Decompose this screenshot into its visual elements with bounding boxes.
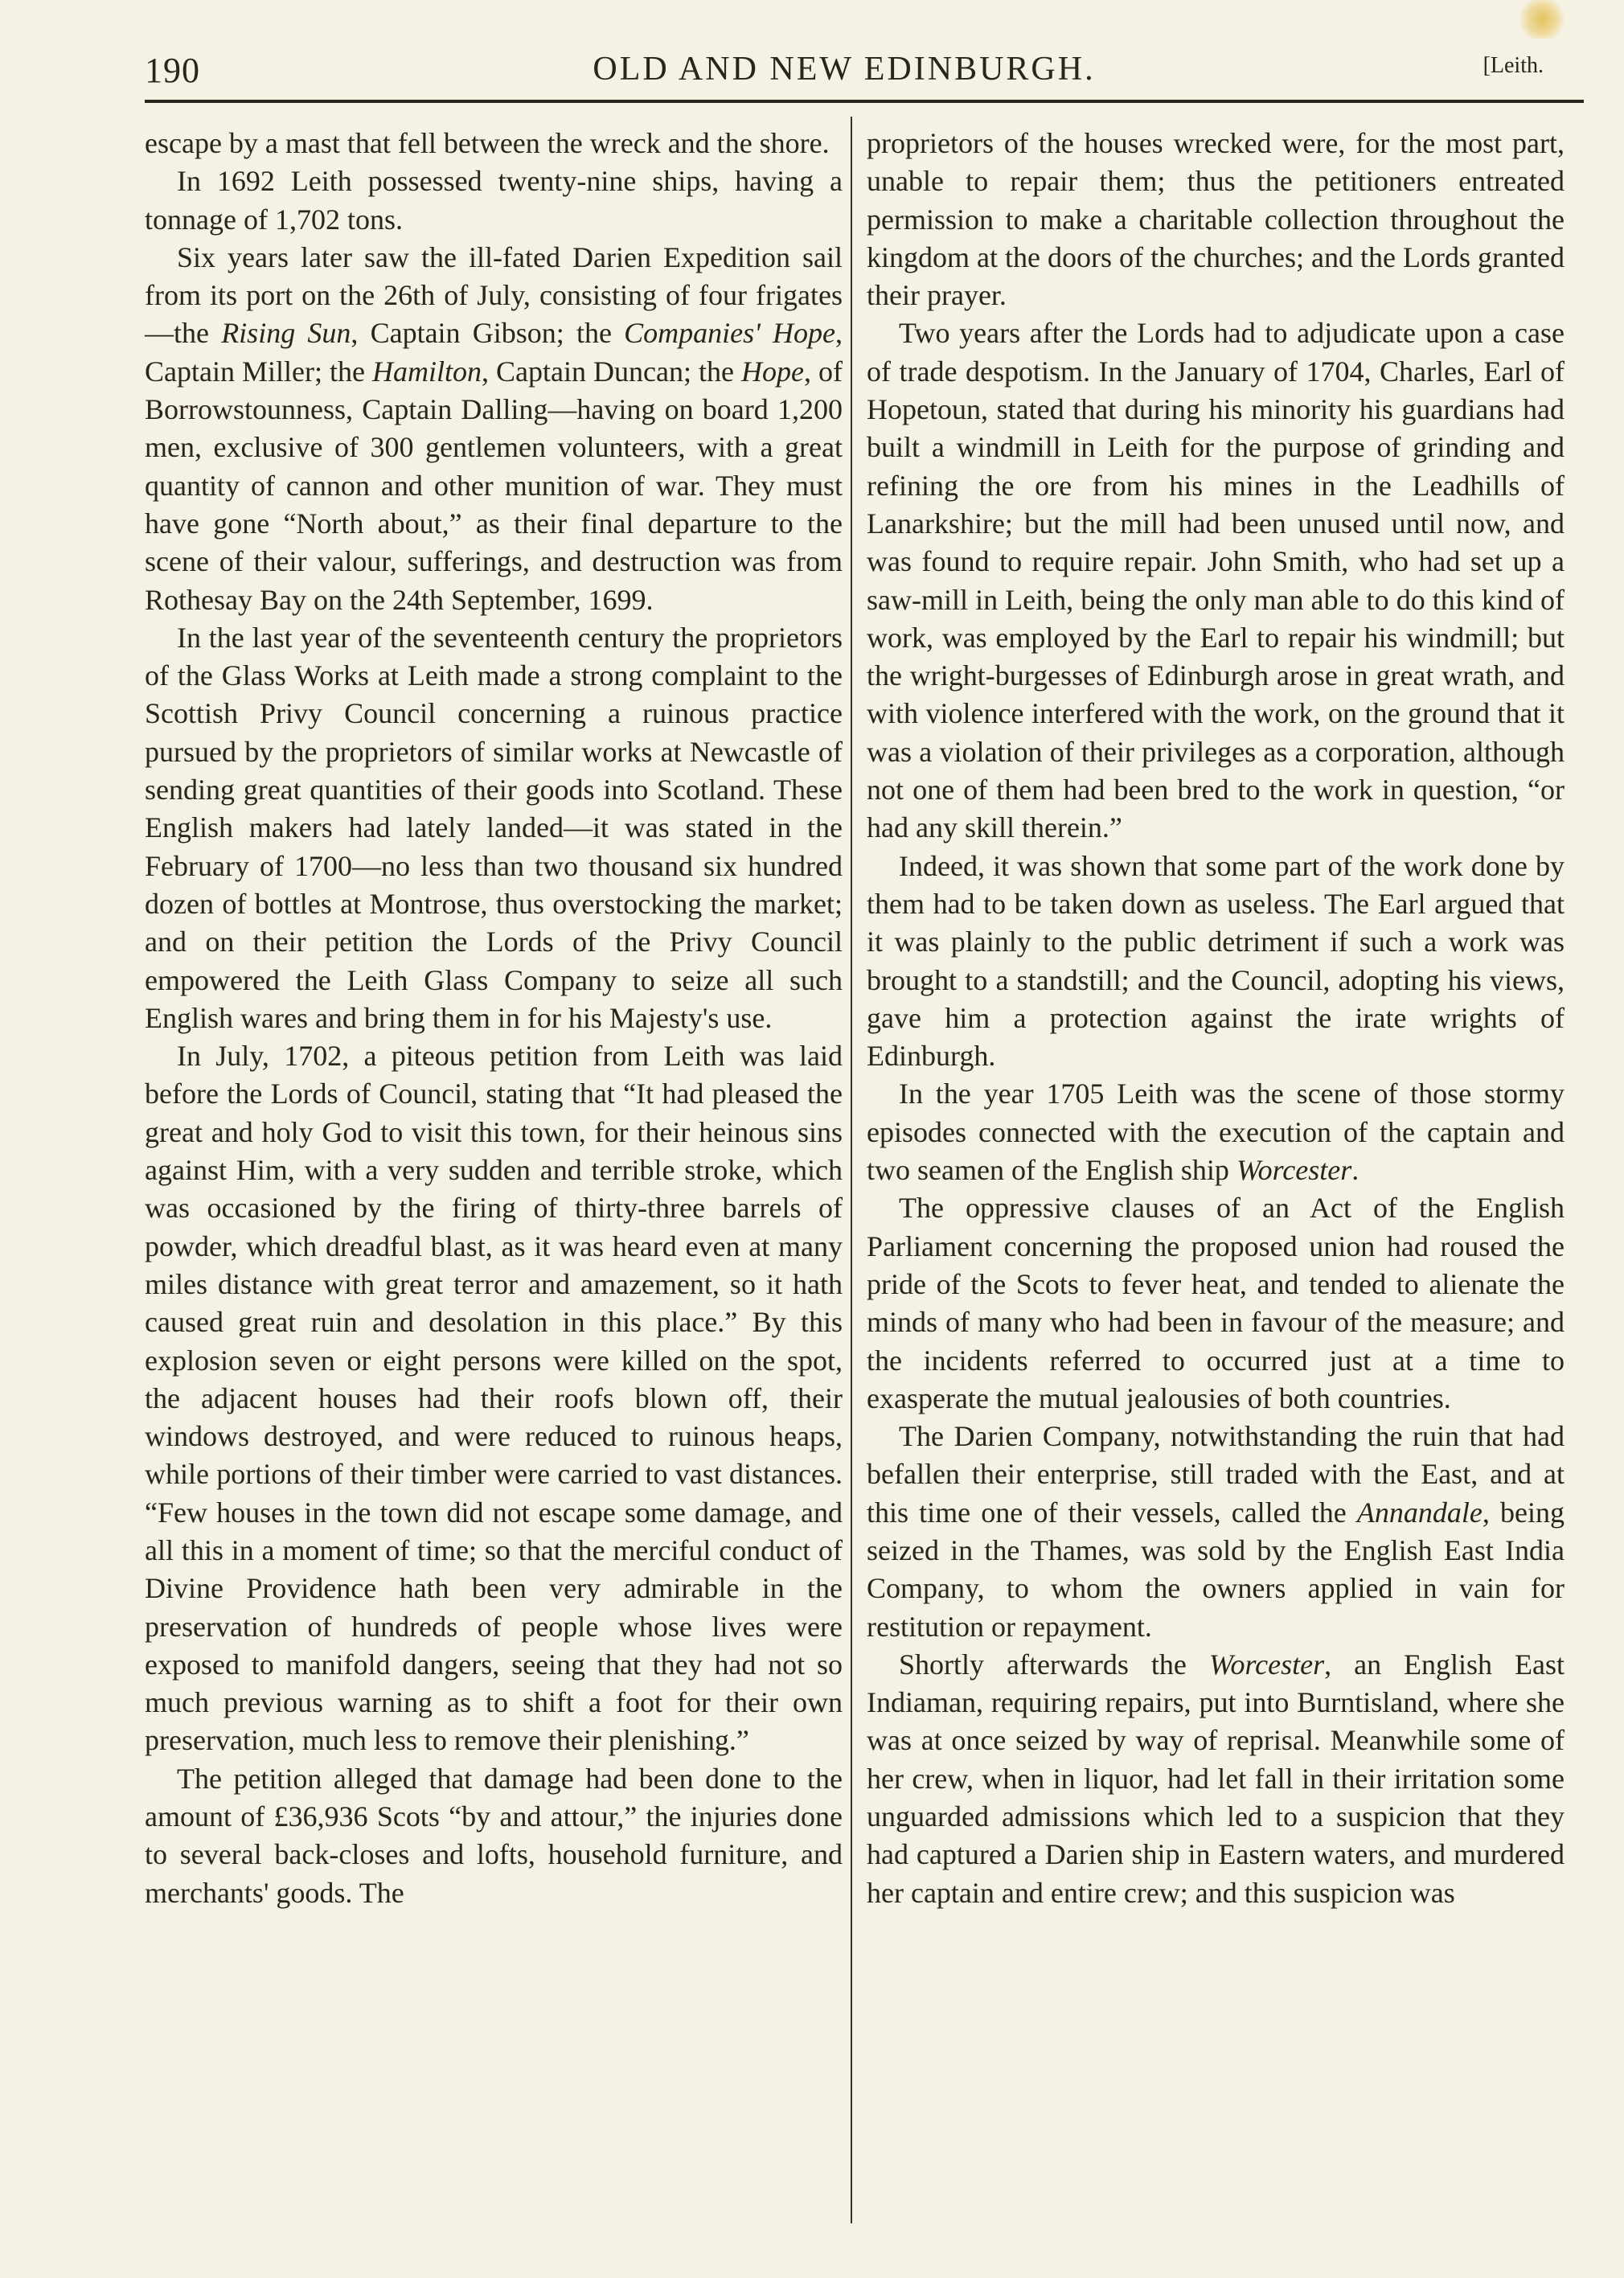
paragraph: In 1692 Leith possessed twenty-nine ships, having a tonnage of 1,702 tons. xyxy=(145,165,843,236)
running-header xyxy=(145,50,1544,90)
paragraph: Two years after the Lords had to adjudicate upon a case of trade despotism. In the January of 1704, Charles, Earl of Hopetoun, stated that during his minority his guardians had built a windmill in Leith for the purpose of grinding and refining the ore from his mines in the Leadhills of Lanarkshire; but the mill had been unused until now, and was found to require repair. John Smith, who had set up a saw-mill in Leith, being the only man able to do this kind of work, was employed by the Earl to repair his windmill; but the wright-burgesses of Edinburgh arose in great wrath, and with violence interfered with the work, on the ground that it was a violation of their privileges as a corporation, although not one of them had been bred to the work in question, “or had any skill therein.” xyxy=(867,317,1565,844)
paragraph: In the year 1705 Leith was the scene of those stormy episodes connected with the execution of the captain and two seamen of the English ship Worcester. xyxy=(867,1077,1565,1187)
paragraph: The oppressive clauses of an Act of the English Parliament concerning the proposed union had roused the pride of the Scots to fever heat, and tended to alienate the minds of many who had been in favour of the measure; and the incidents referred to occurred just at a time to exasperate the mutual jealousies of both countries. xyxy=(867,1192,1565,1414)
section-tag: [Leith. xyxy=(1483,53,1544,78)
paragraph: In the last year of the seventeenth century the proprietors of the Glass Works at Leith made a strong complaint to the Scottish Privy Council concerning a ruinous practice pursued by the proprietors of similar works at Newcastle of sending great quantities of their goods into Scotland. These English makers had lately landed—it was stated in the February of 1700—no less than two thousand six hundred dozen of bottles at Montrose, thus overstocking the market; and on their petition the Lords of the Privy Council empowered the Leith Glass Company to seize all such English wares and bring them in for his Majesty's use. xyxy=(145,621,843,1034)
paragraph: proprietors of the houses wrecked were, for the most part, unable to repair them; thus the petitioners entreated permission to make a charitable collection throughout the kingdom at the doors of the churches; and the Lords granted their prayer. xyxy=(867,127,1565,312)
paper-stain xyxy=(1518,0,1566,39)
ship-name: Worcester xyxy=(1236,1154,1352,1187)
right-column xyxy=(867,125,1565,1912)
paragraph: Six years later saw the ill-fated Darien Expedition sail from its port on the 26th of July, consisting of four frigates—the Rising Sun, Captain Gibson; the Companies' Hope, Captain Miller; the Hamilton, Captain Duncan; the Hope, of Borrowstounness, Captain Dalling—having on board 1,200 men, exclusive of 300 gentlemen volunteers, with a great quantity of cannon and other munition of war. They must have gone “North about,” as their final departure to the scene of their valour, sufferings, and destruction was from Rothesay Bay on the 24th September, 1699. xyxy=(145,240,843,616)
paragraph: The Darien Company, notwithstanding the ruin that had befallen their enterprise, still traded with the East, and at this time one of their vessels, called the Annandale, being seized in the Thames, was sold by the English East India Company, to whom the owners applied in vain for restitution or repayment. xyxy=(867,1420,1565,1643)
left-column xyxy=(145,125,843,1912)
ship-name: Rising Sun xyxy=(221,317,351,350)
ship-name: Hamilton xyxy=(372,355,482,388)
ship-name: Companies' Hope xyxy=(624,317,835,350)
paragraph: Shortly afterwards the Worcester, an English East Indiaman, requiring repairs, put into Burntisland, where she was at once seized by way of reprisal. Meanwhile some of her crew, when in liquor, had let fall in their irritation some unguarded admissions which led to a suspicion that they had captured a Darien ship in Eastern waters, and murdered her captain and entire crew; and this suspicion was xyxy=(867,1648,1565,1909)
paragraph: Indeed, it was shown that some part of the work done by them had to be taken down as useless. The Earl argued that it was plainly to the public detriment if such a work was brought to a standstill; and the Council, adopting his views, gave him a protection against the irate wrights of Edinburgh. xyxy=(867,849,1565,1073)
page-number: 190 xyxy=(145,51,200,90)
ship-name: Worcester xyxy=(1208,1648,1325,1681)
running-title: OLD AND NEW EDINBURGH. xyxy=(593,51,1096,88)
paragraph: The petition alleged that damage had been done to the amount of £36,936 Scots “by and attour,” the injuries done to several back-closes and lofts, household furniture, and merchants' goods. The xyxy=(145,1762,843,1909)
paragraph: In July, 1702, a piteous petition from Leith was laid before the Lords of Council, stating that “It had pleased the great and holy God to visit this town, for their heinous sins against Him, with a very sudden and terrible stroke, which was occasioned by the firing of thirty-three barrels of powder, which dreadful blast, as it was heard even at many miles distance with great terror and amazement, so it hath caused great ruin and desolation in this place.” By this explosion seven or eight persons were killed on the spot, the adjacent houses had their roofs blown off, their windows destroyed, and were reduced to ruinous heaps, while portions of their timber were carried to vast distances. “Few houses in the town did not escape some damage, and all this in a moment of time; so that the merciful conduct of Divine Providence hath been very admirable in the preservation of hundreds of people whose lives were exposed to manifold dangers, seeing that they had not so much previous warning as to shift a foot for their own preservation, much less to remove their plenishing.” xyxy=(145,1040,843,1757)
ship-name: Annandale xyxy=(1356,1496,1483,1529)
column-rule xyxy=(851,117,852,2223)
paragraph: escape by a mast that fell between the wreck and the shore. xyxy=(145,127,830,159)
ship-name: Hope xyxy=(741,355,804,388)
header-rule xyxy=(145,100,1584,103)
